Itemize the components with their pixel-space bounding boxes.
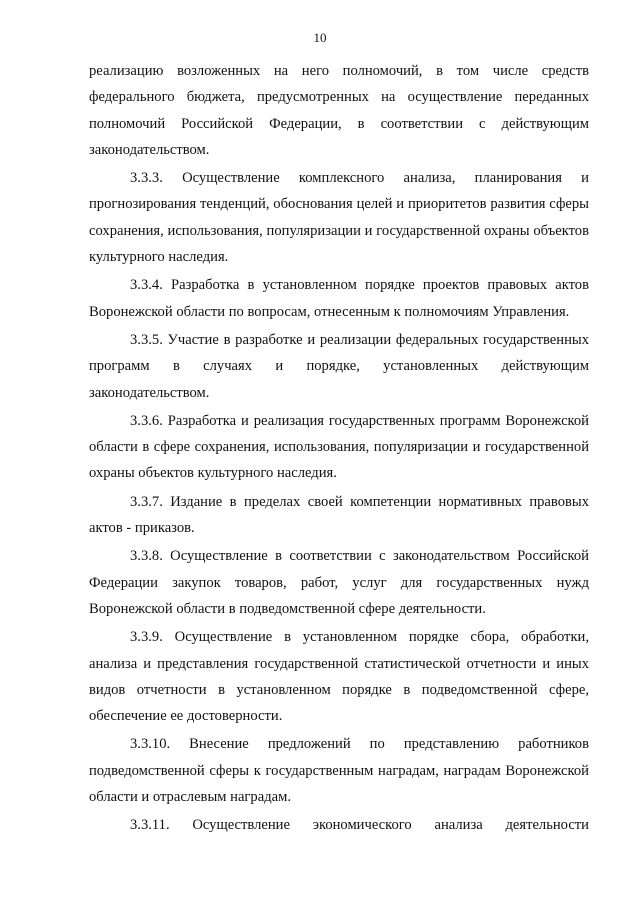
paragraph-3-3-10: 3.3.10. Внесение предложений по представлению работников подведомственной сферы к государственным наградам, наградам Воронежской области и отраслевым наградам. xyxy=(89,736,589,806)
document-body xyxy=(89,58,589,841)
paragraph-3-3-4: 3.3.4. Разработка в установленном порядке проектов правовых актов Воронежской области по вопросам, отнесенным к полномочиям Управления. xyxy=(89,277,589,320)
paragraph-3-3-8: 3.3.8. Осуществление в соответствии с законодательством Российской Федерации закупок товаров, работ, услуг для государственных нужд Воронежской области в подведомственной сфере деятельности. xyxy=(89,548,589,617)
paragraph-3-3-9: 3.3.9. Осуществление в установленном порядке сбора, обработки, анализа и представления государственной статистической отчетности и иных видов отчетности в установленном порядке в подведомственной сфере, обеспечение ее достоверности. xyxy=(89,629,589,725)
paragraph-3-3-6: 3.3.6. Разработка и реализация государственных программ Воронежской области в сфере сохранения, использования, популяризации и государственной охраны объектов культурного наследия. xyxy=(89,412,589,482)
paragraph-3-3-7: 3.3.7. Издание в пределах своей компетенции нормативных правовых актов - приказов. xyxy=(89,493,589,537)
paragraph-3-3-11: 3.3.11. Осуществление экономического анализа деятельности xyxy=(130,817,589,834)
paragraph-continued: реализацию возложенных на него полномочий, в том числе средств федерального бюджета, предусмотренных на осуществление переданных полномочий Российской Федерации, в соответствии с действующим законодательством. xyxy=(89,63,589,158)
paragraph-3-3-3: 3.3.3. Осуществление комплексного анализа, планирования и прогнозирования тенденций, обоснования целей и приоритетов развития сферы сохранения, использования, популяризации и государственной охраны объектов культурного наследия. xyxy=(89,170,589,266)
page-number: 10 xyxy=(313,30,327,45)
paragraph-3-3-5: 3.3.5. Участие в разработке и реализации федеральных государственных программ в случаях и порядке, установленных действующим законодательством. xyxy=(89,331,589,401)
